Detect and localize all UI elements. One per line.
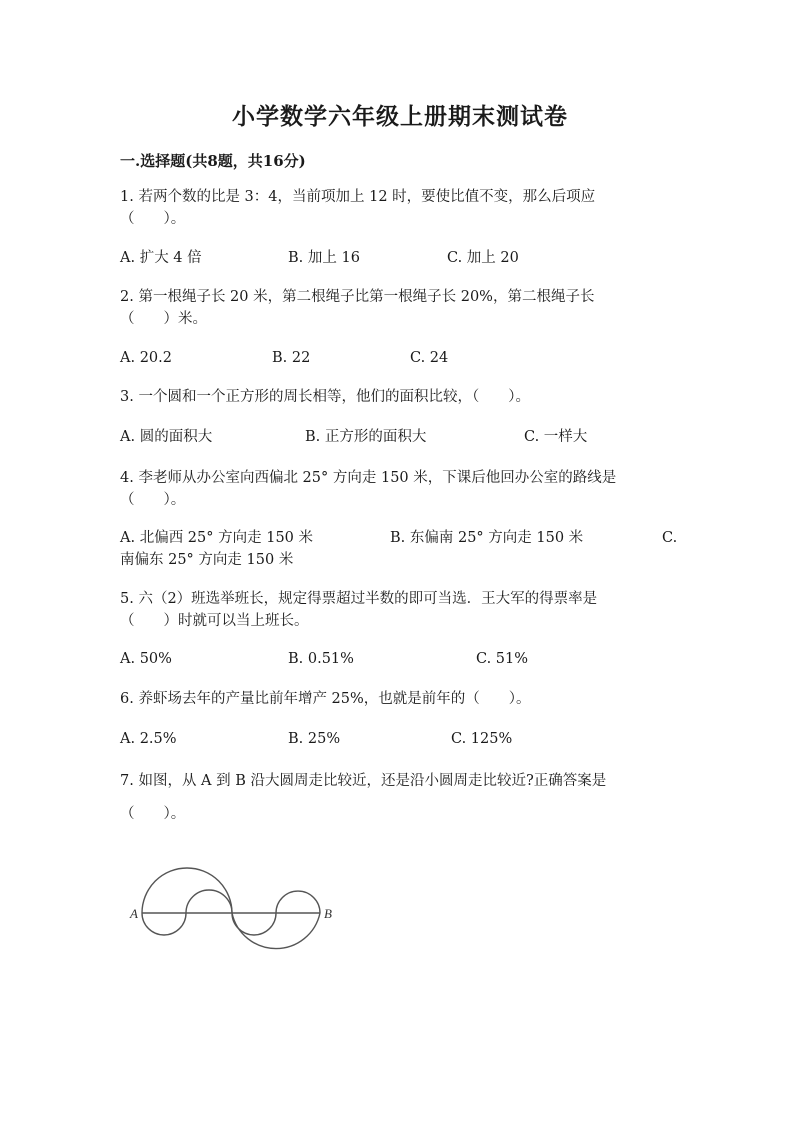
question-3-option-c: C. 一样大 (524, 429, 588, 445)
question-4-option-c-text: 南偏东 25° 方向走 150 米 (120, 552, 294, 568)
question-3-option-b: B. 正方形的面积大 (305, 429, 427, 445)
question-6-option-b: B. 25% (288, 731, 341, 747)
question-1-blank-line: （ ）。 (120, 211, 186, 227)
question-7-text: 7. 如图，从 A 到 B 沿大圆周走比较近，还是沿小圆周走比较近?正确答案是 (120, 773, 607, 789)
page-title: 小学数学六年级上册期末测试卷 (232, 103, 568, 130)
question-4-option-a: A. 北偏西 25° 方向走 150 米 (120, 530, 314, 546)
question-1-text: 1. 若两个数的比是 3：4，当前项加上 12 时，要使比值不变，那么后项应 (120, 189, 596, 205)
question-4-option-c: C. (662, 530, 678, 546)
question-5-blank-line: （ ）时就可以当上班长。 (120, 613, 309, 629)
question-5-option-b: B. 0.51% (288, 651, 354, 667)
question-2-option-a: A. 20.2 (120, 350, 172, 366)
question-4-blank-line: （ ）。 (120, 492, 186, 508)
question-1-option-b: B. 加上 16 (288, 250, 360, 266)
question-4-text: 4. 李老师从办公室向西偏北 25° 方向走 150 米，下课后他回办公室的路线是 (120, 470, 617, 486)
question-3-text: 3. 一个圆和一个正方形的周长相等，他们的面积比较，（ ）。 (120, 389, 530, 405)
question-1-option-a: A. 扩大 4 倍 (120, 250, 202, 266)
question-2-text: 2. 第一根绳子长 20 米，第二根绳子比第一根绳子长 20%，第二根绳子长 (120, 289, 595, 305)
question-7-blank-line: （ ）。 (120, 806, 186, 822)
small-semicircle-1 (142, 913, 186, 935)
question-6-option-a: A. 2.5% (120, 731, 177, 747)
small-semicircle-2 (186, 890, 232, 913)
question-1-option-c: C. 加上 20 (447, 250, 519, 266)
point-a-label: A (130, 906, 138, 921)
small-semicircle-4 (276, 891, 320, 913)
section-heading: 一.选择题(共8题，共16分) (120, 152, 306, 170)
question-5-option-c: C. 51% (476, 651, 529, 667)
question-6-text: 6. 养虾场去年的产量比前年增产 25%，也就是前年的（ ）。 (120, 691, 531, 707)
question-3-option-a: A. 圆的面积大 (120, 429, 213, 445)
small-semicircle-3 (232, 913, 276, 935)
question-2-option-b: B. 22 (272, 350, 311, 366)
question-2-option-c: C. 24 (410, 350, 449, 366)
semicircle-figure (120, 855, 360, 965)
question-4-option-b: B. 东偏南 25° 方向走 150 米 (390, 530, 584, 546)
question-2-blank-line: （ ）米。 (120, 311, 207, 327)
question-6-option-c: C. 125% (451, 731, 513, 747)
question-5-text: 5. 六（2）班选举班长，规定得票超过半数的即可当选．王大军的得票率是 (120, 591, 598, 607)
question-5-option-a: A. 50% (120, 651, 172, 667)
point-b-label: B (324, 906, 332, 921)
